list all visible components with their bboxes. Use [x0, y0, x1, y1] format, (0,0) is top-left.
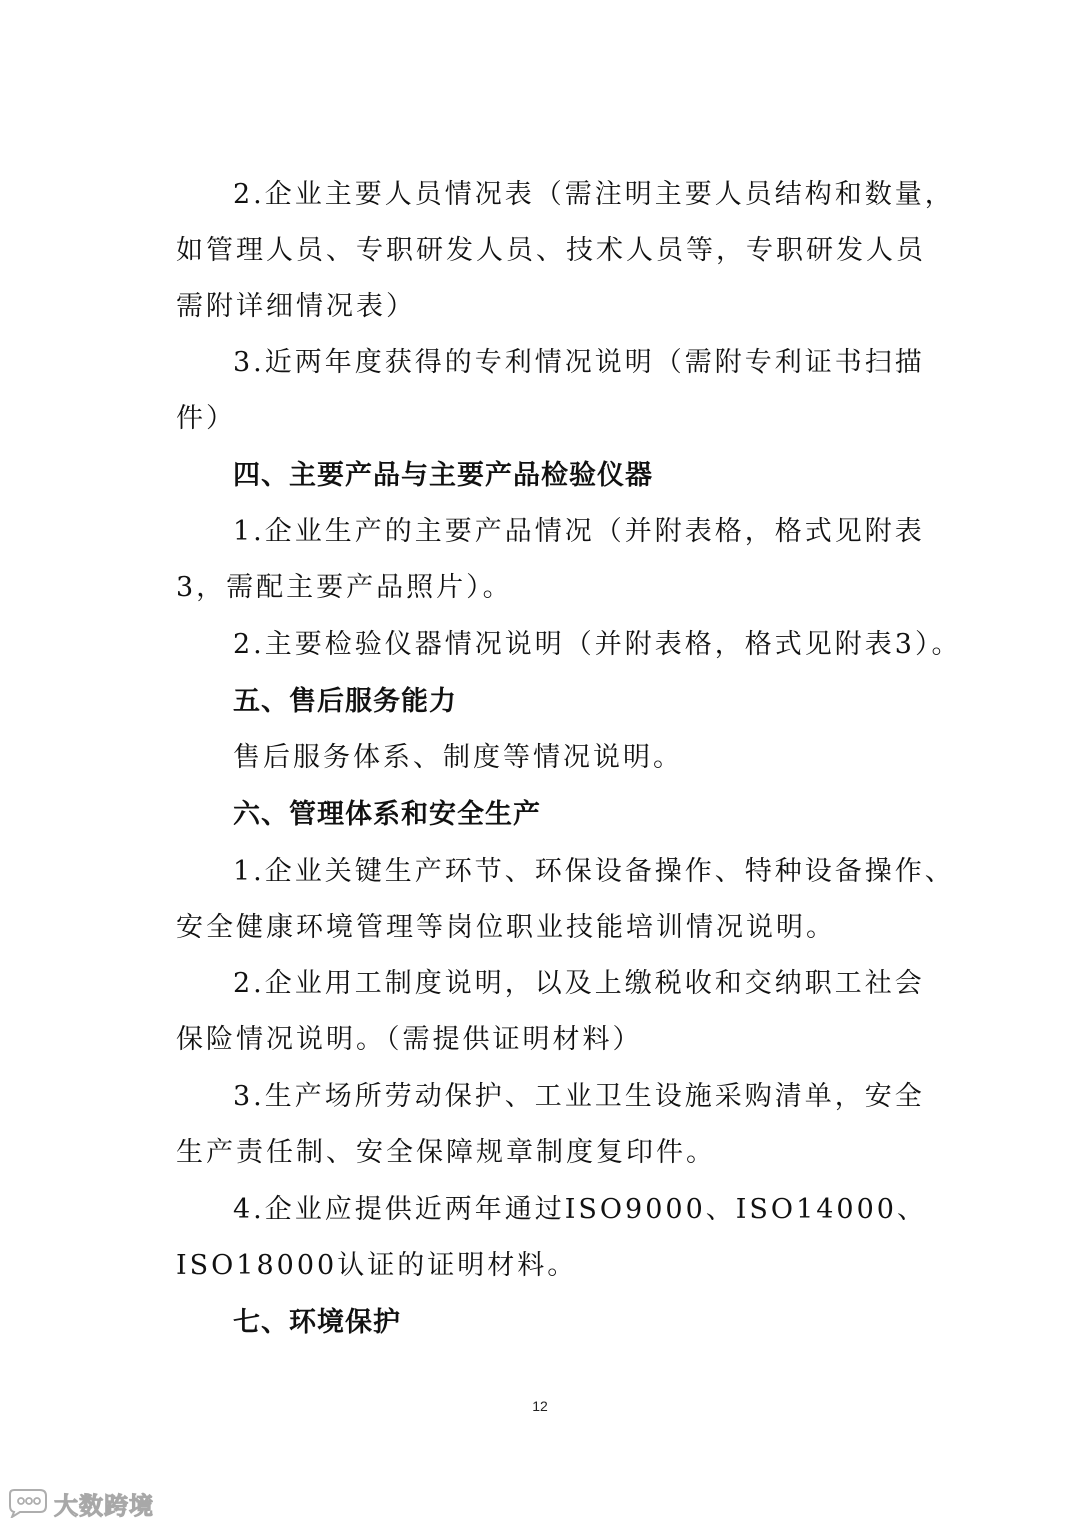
- section-heading: 四、主要产品与主要产品检验仪器: [233, 460, 653, 491]
- text-line: 需附详细情况表）: [176, 291, 416, 322]
- section-heading: 七、环境保护: [233, 1307, 401, 1338]
- text-line: 如管理人员、专职研发人员、技术人员等，专职研发人员: [176, 235, 926, 266]
- page-number: 12: [532, 1398, 548, 1414]
- text-line: 3，需配主要产品照片）。: [176, 572, 513, 603]
- chat-bubble-logo-icon: [6, 1488, 50, 1518]
- text-line: ISO18000认证的证明材料。: [176, 1250, 578, 1281]
- section-heading: 五、售后服务能力: [233, 686, 457, 717]
- text-line: 4.企业应提供近两年通过ISO9000、ISO14000、: [233, 1194, 927, 1225]
- text-line: 保险情况说明。（需提供证明材料）: [176, 1024, 643, 1055]
- text-line: 2.企业主要人员情况表（需注明主要人员结构和数量，: [233, 179, 955, 210]
- watermark: [6, 1486, 154, 1520]
- text-line: 3.生产场所劳动保护、工业卫生设施采购清单，安全: [233, 1081, 925, 1112]
- text-line: 生产责任制、安全保障规章制度复印件。: [176, 1137, 716, 1168]
- watermark-text: 大数跨境: [54, 1491, 154, 1520]
- text-line: 件）: [176, 403, 236, 434]
- text-line: 2.主要检验仪器情况说明（并附表格，格式见附表3）。: [233, 629, 962, 660]
- section-heading: 六、管理体系和安全生产: [233, 799, 541, 830]
- text-line: 售后服务体系、制度等情况说明。: [233, 742, 683, 773]
- text-line: 安全健康环境管理等岗位职业技能培训情况说明。: [176, 912, 836, 943]
- text-line: 3.近两年度获得的专利情况说明（需附专利证书扫描: [233, 347, 925, 378]
- text-line: 2.企业用工制度说明，以及上缴税收和交纳职工社会: [233, 968, 925, 999]
- text-line: 1.企业关键生产环节、环保设备操作、特种设备操作、: [233, 856, 955, 887]
- text-line: 1.企业生产的主要产品情况（并附表格，格式见附表: [233, 516, 925, 547]
